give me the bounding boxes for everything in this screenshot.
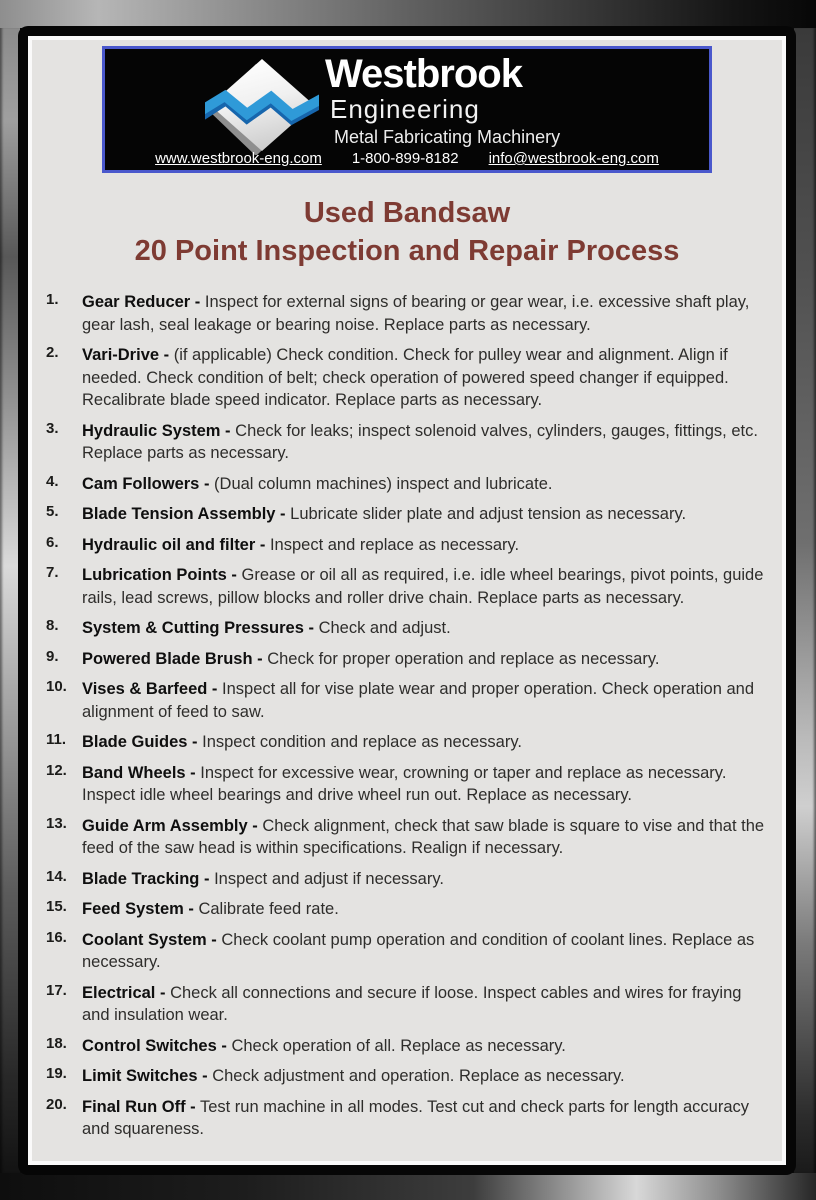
company-division: Engineering	[330, 94, 480, 124]
checklist-item-text	[82, 762, 772, 807]
checklist-item-description: (Dual column machines) inspect and lubricate.	[214, 474, 553, 493]
checklist-item-number: 8.	[46, 617, 59, 634]
checklist-item-description: Check all connections and secure if loose. Inspect cables and wires for fraying and insulation wear.	[82, 983, 742, 1024]
checklist-item-text	[82, 868, 772, 891]
inner-black-frame	[18, 26, 796, 1175]
checklist-item-number: 20.	[46, 1095, 67, 1113]
checklist-item-number: 9.	[46, 647, 59, 665]
checklist-item-description: Check and adjust.	[318, 619, 451, 637]
company-tagline: Metal Fabricating Machinery	[334, 127, 561, 147]
checklist-item-number: 4.	[46, 472, 59, 490]
checklist-item	[40, 648, 772, 671]
checklist-item-number: 5.	[46, 503, 59, 520]
checklist-item-description: Check for leaks; inspect solenoid valves, cylinders, gauges, fittings, etc. Replace parts as necessary.	[82, 421, 758, 462]
page-title-line1: Used Bandsaw	[303, 197, 511, 229]
checklist-item-text	[82, 1035, 772, 1058]
checklist-item-label: Hydraulic System -	[82, 421, 231, 440]
checklist-item-description: Check coolant pump operation and condition of coolant lines. Replace as necessary.	[82, 930, 755, 971]
checklist-item-number: 18.	[46, 1034, 67, 1052]
checklist-item-number: 14.	[46, 867, 67, 885]
checklist-item	[40, 564, 772, 609]
checklist-item-label: Feed System -	[82, 900, 194, 918]
checklist-item-text	[82, 1096, 772, 1141]
metal-frame-bottom	[0, 1173, 816, 1200]
checklist-item	[40, 982, 772, 1027]
checklist-item-number: 1.	[46, 291, 59, 308]
checklist-item	[40, 291, 772, 336]
checklist-item-text	[82, 617, 772, 640]
checklist-item-text	[82, 678, 772, 723]
checklist-item-text	[82, 815, 772, 860]
metal-frame-left	[0, 28, 20, 1173]
checklist-item-number: 6.	[46, 533, 59, 551]
checklist-item-description: Check operation of all. Replace as necessary.	[231, 1036, 566, 1055]
checklist-item-description: Inspect and adjust if necessary.	[214, 869, 444, 888]
metal-frame-top	[0, 0, 816, 28]
checklist-item-number: 13.	[46, 814, 67, 832]
checklist-item-number: 11.	[46, 731, 67, 748]
checklist-item	[40, 534, 772, 557]
checklist-item	[40, 868, 772, 891]
checklist-item-label: Gear Reducer -	[82, 293, 201, 311]
checklist-item-label: Limit Switches -	[82, 1067, 208, 1085]
checklist-item-number: 15.	[46, 898, 67, 915]
checklist-item-text	[82, 291, 772, 336]
email-link[interactable]: info@westbrook-eng.com	[488, 150, 659, 167]
checklist-item-text	[82, 503, 772, 526]
metal-frame-right	[794, 28, 816, 1173]
checklist-item-description: Check for proper operation and replace as necessary.	[267, 649, 660, 668]
checklist-item-label: Lubrication Points -	[82, 566, 237, 584]
checklist-item	[40, 815, 772, 860]
checklist-item-text	[82, 648, 772, 671]
checklist-item-description: Inspect for excessive wear, crowning or taper and replace as necessary. Inspect idle wheel bearings and drive wheel run out. Replace as necessary.	[82, 763, 727, 804]
checklist-item-text	[82, 1065, 772, 1088]
checklist-item-label: Control Switches -	[82, 1036, 227, 1055]
checklist-item-number: 7.	[46, 564, 59, 581]
checklist-item-description: Check alignment, check that saw blade is square to vise and that the feed of the saw head is within specifications. Realign if necessary.	[82, 816, 765, 857]
checklist-item	[40, 762, 772, 807]
checklist-item-description: (if applicable) Check condition. Check for pulley wear and alignment. Align if needed. Check condition of belt; check operation of powered speed changer if equipped. Recalibrate blade speed indicator. Replace parts as necessary.	[82, 346, 729, 409]
checklist-item-description: Lubricate slider plate and adjust tension as necessary.	[290, 505, 687, 523]
checklist-item-text	[82, 564, 772, 609]
checklist-item	[40, 1065, 772, 1088]
content-panel	[28, 36, 786, 1165]
checklist-item-number: 16.	[46, 928, 67, 946]
checklist-item-number: 19.	[46, 1065, 67, 1082]
checklist-item-description: Test run machine in all modes. Test cut and check parts for length accuracy and squareness.	[82, 1097, 750, 1138]
checklist-item	[40, 344, 772, 412]
logo-text-block	[325, 53, 560, 149]
checklist-item-label: Electrical -	[82, 983, 166, 1002]
checklist-item-label: Blade Tracking -	[82, 869, 210, 888]
checklist-item-text	[82, 534, 772, 557]
checklist-item	[40, 1035, 772, 1058]
checklist-item-label: Band Wheels -	[82, 763, 196, 782]
checklist-item-text	[82, 929, 772, 974]
checklist-item-number: 10.	[46, 678, 67, 695]
phone-number: 1-800-899-8182	[351, 150, 459, 167]
checklist-item-description: Inspect for external signs of bearing or gear wear, i.e. excessive shaft play, gear lash, seal leakage or bearing noise. Replace parts as necessary.	[82, 293, 750, 334]
checklist-item-text	[82, 731, 772, 754]
checklist-item	[40, 420, 772, 465]
checklist-item	[40, 929, 772, 974]
checklist-item-label: Hydraulic oil and filter -	[82, 535, 266, 554]
page-title-line2: 20 Point Inspection and Repair Process	[134, 235, 680, 267]
checklist-item-label: System & Cutting Pressures -	[82, 619, 314, 637]
checklist-item-label: Powered Blade Brush -	[82, 649, 263, 668]
checklist-item-number: 3.	[46, 419, 59, 437]
checklist-item	[40, 503, 772, 526]
checklist-item	[40, 617, 772, 640]
checklist-item-number: 17.	[46, 981, 67, 999]
checklist-item-text	[82, 420, 772, 465]
checklist-item-label: Vises & Barfeed -	[82, 680, 218, 698]
checklist-item-label: Blade Guides -	[82, 733, 198, 751]
company-logo-banner	[102, 46, 712, 173]
checklist-item-label: Blade Tension Assembly -	[82, 505, 286, 523]
checklist-item-text	[82, 898, 772, 921]
contact-row	[105, 150, 709, 167]
checklist-item-label: Vari-Drive -	[82, 346, 170, 364]
checklist-item-description: Grease or oil all as required, i.e. idle wheel bearings, pivot points, guide rails, lead screws, pillow blocks and roller drive chain. Replace parts as necessary.	[82, 566, 764, 607]
company-name: Westbrook	[325, 52, 522, 96]
checklist-item-label: Cam Followers -	[82, 474, 210, 493]
checklist-item	[40, 1096, 772, 1141]
checklist-item	[40, 898, 772, 921]
checklist-item-text	[82, 982, 772, 1027]
checklist-item-text	[82, 344, 772, 412]
website-link[interactable]: www.westbrook-eng.com	[155, 150, 322, 167]
inspection-checklist	[38, 291, 776, 1141]
checklist-item-text	[82, 473, 772, 496]
checklist-item-description: Check adjustment and operation. Replace as necessary.	[212, 1067, 625, 1085]
checklist-item-description: Inspect condition and replace as necessary.	[202, 733, 522, 751]
page-title	[38, 194, 776, 270]
checklist-item-description: Inspect all for vise plate wear and proper operation. Check operation and alignment of feed to saw.	[82, 680, 755, 721]
checklist-item-description: Inspect and replace as necessary.	[269, 535, 520, 554]
checklist-item	[40, 731, 772, 754]
checklist-item-label: Coolant System -	[82, 930, 217, 949]
westbrook-diamond-logo-icon	[205, 55, 319, 155]
checklist-item	[40, 473, 772, 496]
checklist-item-label: Final Run Off -	[82, 1097, 196, 1116]
checklist-item	[40, 678, 772, 723]
checklist-item-description: Calibrate feed rate.	[198, 900, 339, 918]
checklist-item-label: Guide Arm Assembly -	[82, 816, 258, 835]
checklist-item-number: 2.	[46, 344, 59, 361]
checklist-item-number: 12.	[46, 761, 67, 779]
